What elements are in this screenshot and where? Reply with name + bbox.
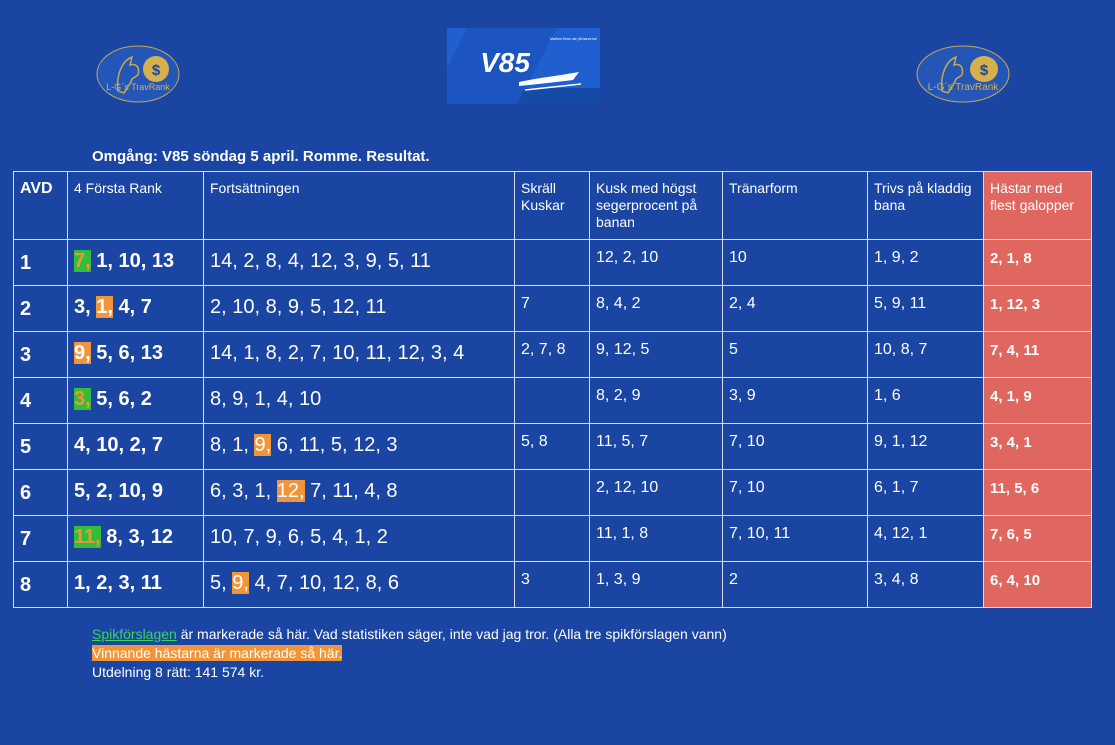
cell-trivs: 4, 12, 1 [868, 516, 984, 562]
cell-fortsattning [204, 562, 515, 608]
cell-tranarform: 2, 4 [723, 286, 868, 332]
cell-rank [68, 286, 204, 332]
cell-galopper: 7, 6, 5 [984, 516, 1092, 562]
cell-rank [68, 562, 204, 608]
cell-avd: 8 [14, 562, 68, 608]
cell-avd: 7 [14, 516, 68, 562]
spike-winner-number: 3, [74, 388, 91, 410]
cell-galopper: 2, 1, 8 [984, 240, 1092, 286]
spike-note-text: är markerade så här. Vad statistiken säger, inte vad jag tror. (Alla tre spikförslagen vann) [176, 626, 727, 642]
cell-kusk: 2, 12, 10 [590, 470, 723, 516]
cell-rank [68, 240, 204, 286]
cell-avd: 4 [14, 378, 68, 424]
horse-numbers: 14, 2, 8, 4, 12, 3, 9, 5, 11 [210, 250, 431, 272]
cell-tranarform: 7, 10 [723, 424, 868, 470]
cell-skrall [515, 240, 590, 286]
results-table [13, 171, 1092, 608]
horse-numbers: 14, 1, 8, 2, 7, 10, 11, 12, 3, 4 [210, 342, 465, 364]
spike-legend-link[interactable]: Spikförslagen [92, 626, 177, 642]
winner-number: 9, [232, 572, 249, 594]
cell-tranarform: 5 [723, 332, 868, 378]
logo-right-text: L-G´s TravRank [927, 82, 999, 93]
horse-numbers: 1, 10, 13 [90, 250, 175, 272]
cell-kusk: 8, 2, 9 [590, 378, 723, 424]
cell-galopper: 3, 4, 1 [984, 424, 1092, 470]
cell-fortsattning [204, 516, 515, 562]
cell-avd: 5 [14, 424, 68, 470]
payout-note: Utdelning 8 rätt: 141 574 kr. [92, 664, 264, 680]
horse-numbers: 10, 7, 9, 6, 5, 4, 1, 2 [210, 526, 388, 548]
cell-avd: 6 [14, 470, 68, 516]
cell-galopper: 6, 4, 10 [984, 562, 1092, 608]
cell-galopper: 4, 1, 9 [984, 378, 1092, 424]
cell-skrall [515, 470, 590, 516]
cell-trivs: 6, 1, 7 [868, 470, 984, 516]
legend-notes [92, 625, 727, 682]
horse-numbers: 7, 11, 4, 8 [304, 480, 398, 502]
horse-numbers: 4, 7 [112, 296, 152, 318]
header-skrall-kuskar: Skräll Kuskar [515, 172, 590, 240]
horse-numbers: 8, 9, 1, 4, 10 [210, 388, 322, 410]
cell-skrall: 5, 8 [515, 424, 590, 470]
cell-fortsattning [204, 378, 515, 424]
v85-badge [447, 28, 600, 104]
horse-numbers: 6, 11, 5, 12, 3 [271, 434, 398, 456]
winner-legend: Vinnande hästarna är markerade så här. [92, 645, 343, 661]
table-row [14, 516, 1092, 562]
cell-trivs: 1, 9, 2 [868, 240, 984, 286]
cell-fortsattning [204, 470, 515, 516]
cell-skrall [515, 516, 590, 562]
header-row [14, 172, 1092, 240]
cell-tranarform: 7, 10 [723, 470, 868, 516]
winner-note [92, 644, 727, 663]
cell-galopper: 1, 12, 3 [984, 286, 1092, 332]
cell-skrall: 2, 7, 8 [515, 332, 590, 378]
winner-number: 9, [254, 434, 272, 456]
cell-fortsattning [204, 286, 515, 332]
cell-tranarform: 10 [723, 240, 868, 286]
table-row [14, 424, 1092, 470]
header-galopper: Hästar med flest galopper [984, 172, 1092, 240]
horse-numbers: 5, 6, 13 [90, 342, 163, 364]
cell-skrall: 7 [515, 286, 590, 332]
winner-number: 1, [96, 296, 113, 318]
cell-rank [68, 424, 204, 470]
winner-number: 9, [74, 342, 91, 364]
cell-kusk: 9, 12, 5 [590, 332, 723, 378]
table-row [14, 286, 1092, 332]
horse-numbers: 8, 1, [210, 434, 255, 456]
cell-avd: 1 [14, 240, 68, 286]
cell-rank [68, 516, 204, 562]
cell-fortsattning [204, 332, 515, 378]
cell-tranarform: 7, 10, 11 [723, 516, 868, 562]
svg-text:$: $ [979, 62, 989, 79]
table-row [14, 332, 1092, 378]
header-kusk-segerprocent: Kusk med högst segerprocent på banan [590, 172, 723, 240]
cell-skrall [515, 378, 590, 424]
cell-kusk: 11, 5, 7 [590, 424, 723, 470]
spike-winner-number: 7, [74, 250, 91, 272]
logo-left-text: L-G´s TravRank [106, 82, 170, 92]
cell-rank [68, 378, 204, 424]
travrank-logo-right [916, 45, 1010, 103]
header-fortsattning: Fortsättningen [204, 172, 515, 240]
cell-galopper: 11, 5, 6 [984, 470, 1092, 516]
cell-avd: 2 [14, 286, 68, 332]
cell-tranarform: 2 [723, 562, 868, 608]
cell-trivs: 10, 8, 7 [868, 332, 984, 378]
horse-numbers: 1, 2, 3, 11 [74, 572, 162, 594]
horse-numbers: 5, 2, 10, 9 [74, 480, 163, 502]
horse-numbers: 4, 10, 2, 7 [74, 434, 163, 456]
horse-numbers: 5, [210, 572, 233, 594]
spike-winner-number: 11, [74, 526, 101, 548]
cell-trivs: 3, 4, 8 [868, 562, 984, 608]
spike-note [92, 625, 727, 644]
v85-title: V85 [480, 47, 530, 78]
table-row [14, 470, 1092, 516]
header-rank: 4 Första Rank [68, 172, 204, 240]
cell-kusk: 1, 3, 9 [590, 562, 723, 608]
cell-kusk: 11, 1, 8 [590, 516, 723, 562]
horse-numbers: 5, 6, 2 [90, 388, 152, 410]
cell-galopper: 7, 4, 11 [984, 332, 1092, 378]
table-row [14, 378, 1092, 424]
cell-tranarform: 3, 9 [723, 378, 868, 424]
cell-kusk: 8, 4, 2 [590, 286, 723, 332]
v85-tagline: Marken finns ute på banorna! [550, 37, 597, 41]
travrank-logo-left [96, 45, 180, 103]
cell-trivs: 1, 6 [868, 378, 984, 424]
header-tranarform: Tränarform [723, 172, 868, 240]
cell-kusk: 12, 2, 10 [590, 240, 723, 286]
cell-skrall: 3 [515, 562, 590, 608]
cell-rank [68, 332, 204, 378]
svg-text:$: $ [151, 62, 161, 79]
cell-trivs: 9, 1, 12 [868, 424, 984, 470]
winner-number: 12, [276, 480, 305, 502]
cell-rank [68, 470, 204, 516]
horse-numbers: 4, 7, 10, 12, 8, 6 [248, 572, 400, 594]
cell-fortsattning [204, 240, 515, 286]
round-heading: Omgång: V85 söndag 5 april. Romme. Resultat. [92, 148, 430, 165]
horse-numbers: 3, [74, 296, 97, 318]
header-avd: AVD [14, 172, 68, 240]
header-trivs-kladdig: Trivs på kladdig bana [868, 172, 984, 240]
table-row [14, 240, 1092, 286]
horse-numbers: 8, 3, 12 [100, 526, 173, 548]
horse-numbers: 2, 10, 8, 9, 5, 12, 11 [210, 296, 387, 318]
table-row [14, 562, 1092, 608]
cell-fortsattning [204, 424, 515, 470]
cell-trivs: 5, 9, 11 [868, 286, 984, 332]
horse-numbers: 6, 3, 1, [210, 480, 277, 502]
cell-avd: 3 [14, 332, 68, 378]
